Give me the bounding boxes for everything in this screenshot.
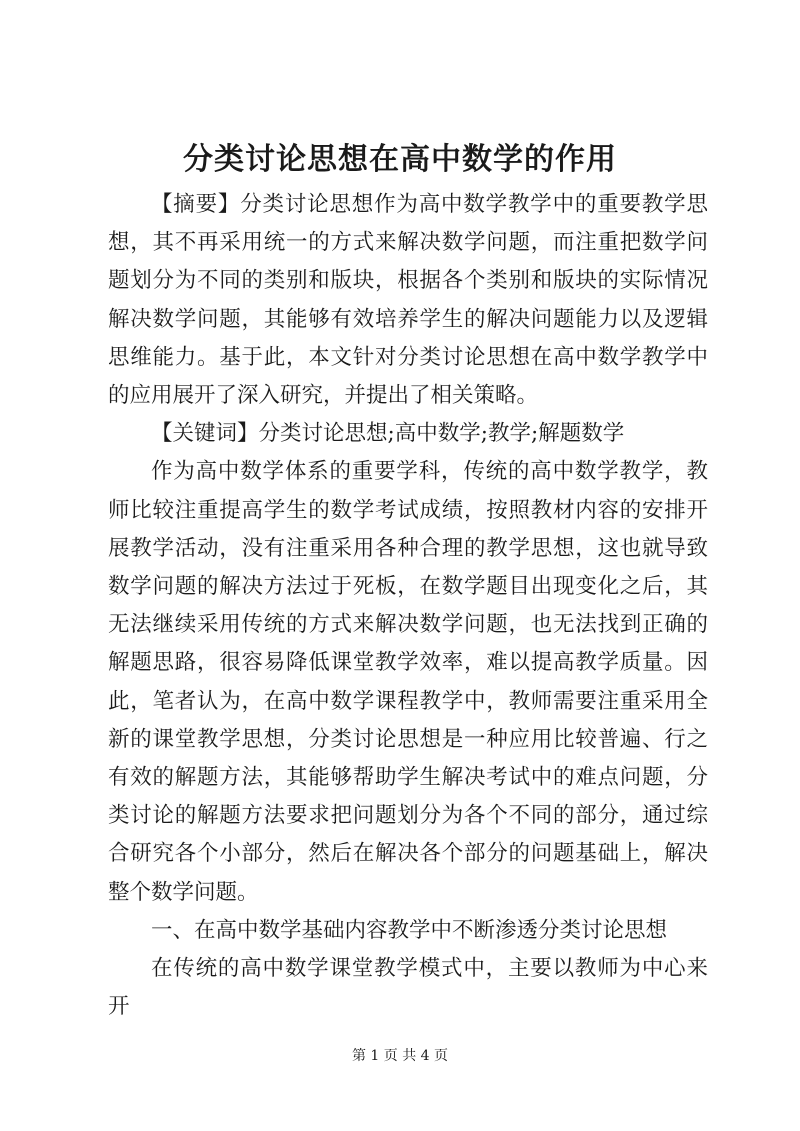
- document-body: [108, 186, 708, 1026]
- document-title: 分类讨论思想在高中数学的作用: [183, 142, 617, 177]
- keywords-paragraph: 【关键词】分类讨论思想;高中数学;教学;解题数学: [151, 421, 625, 447]
- section-heading: 一、在高中数学基础内容教学中不断渗透分类讨论思想: [151, 917, 668, 943]
- section-paragraph: 在传统的高中数学课堂教学模式中，主要以教师为中心来开: [108, 956, 708, 1020]
- abstract-paragraph: 【摘要】分类讨论思想作为高中数学教学中的重要教学思想，其不再采用统一的方式来解决数学问题，而注重把数学问题划分为不同的类别和版块，根据各个类别和版块的实际情况解决数学问题，其能够有效培养学生的解决问题能力以及逻辑思维能力。基于此，本文针对分类讨论思想在高中数学教学中的应用展开了深入研究，并提出了相关策略。: [108, 192, 708, 409]
- page-footer: 第 1 页 共 4 页: [351, 1048, 449, 1064]
- intro-paragraph: 作为高中数学体系的重要学科，传统的高中数学教学，教师比较注重提高学生的数学考试成绩，按照教材内容的安排开展教学活动，没有注重采用各种合理的教学思想，这也就导致数学问题的解决方法过于死板，在数学题目出现变化之后，其无法继续采用传统的方式来解决数学问题，也无法找到正确的解题思路，很容易降低课堂教学效率，难以提高教学质量。因此，笔者认为，在高中数学课程教学中，教师需要注重采用全新的课堂教学思想，分类讨论思想是一种应用比较普遍、行之有效的解题方法，其能够帮助学生解决考试中的难点问题，分类讨论的解题方法要求把问题划分为各个不同的部分，通过综合研究各个小部分，然后在解决各个部分的问题基础上，解决整个数学问题。: [108, 459, 708, 905]
